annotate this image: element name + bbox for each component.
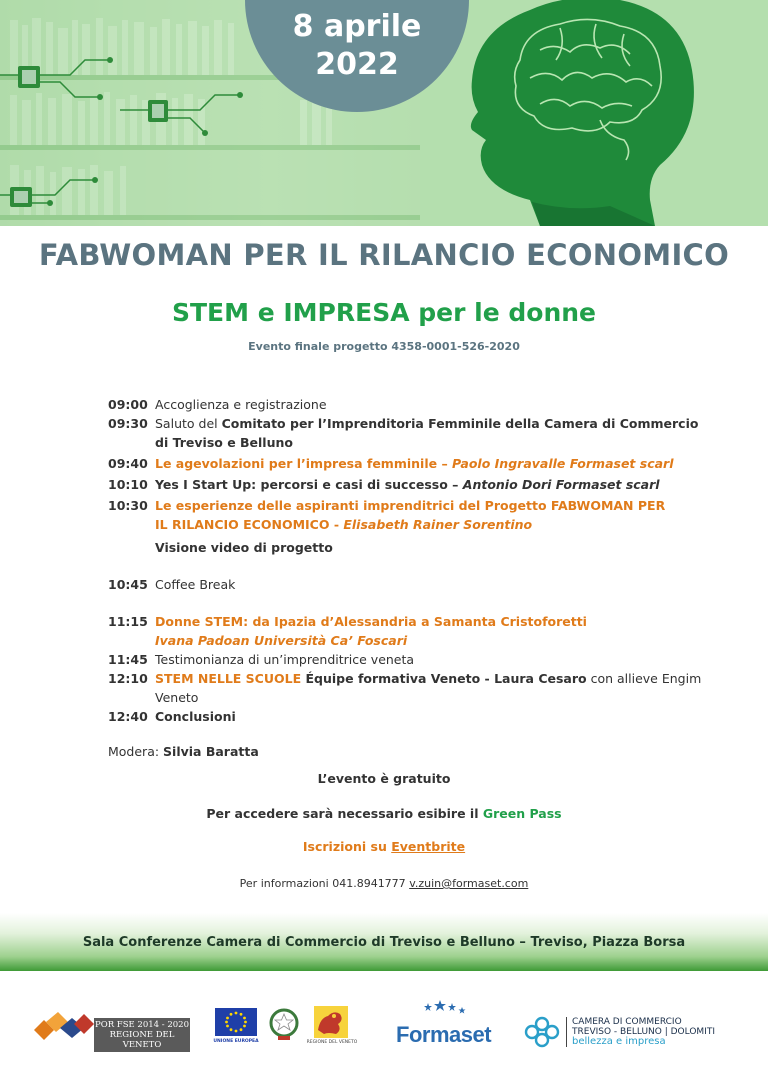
agenda-time: 10:30 [108,498,148,513]
agenda-text: Testimonianza di un’imprenditrice veneta [155,652,415,667]
agenda-text-bold: di Treviso e Belluno [155,435,293,450]
agenda-item [108,454,728,473]
moderator-name: Silvia Baratta [163,744,259,759]
agenda-time: 12:40 [108,709,148,724]
formaset-wordmark: Formaset [396,1022,492,1047]
agenda-text-bold: Comitato per l’Imprenditoria Femminile della Camera di Commercio [221,416,699,431]
agenda-item [108,575,728,594]
agenda-text [155,454,728,473]
header-banner [0,0,768,226]
agenda-time: 11:45 [108,652,148,667]
agenda-text-highlight: STEM NELLE SCUOLE [155,671,306,686]
eventbrite-link[interactable]: Eventbrite [391,839,466,854]
italian-republic-emblem-icon [268,1006,300,1044]
signup-text: Iscrizioni su [302,839,392,854]
agenda-item [108,475,728,494]
agenda-text [155,669,728,707]
agenda-item [108,395,728,414]
moderator-line [108,742,728,761]
agenda-time: 11:15 [108,614,148,629]
head-brain-illustration [420,0,768,226]
agenda-speaker: Elisabeth Rainer Sorentino [343,517,533,532]
agenda-speaker: Paolo Ingravalle Formaset scarl [452,456,674,471]
venue-text: Sala Conferenze Camera di Commercio di Treviso e Belluno – Treviso, Piazza Borsa [82,934,686,950]
eu-label: UNIONE EUROPEA [213,1039,259,1044]
cciaa-line3: bellezza e impresa [572,1036,666,1047]
contact-info [0,877,768,890]
formaset-logo [396,998,492,1048]
por-fse-line2: REGIONE DEL VENETO [109,1030,175,1050]
agenda-text [155,612,728,650]
event-date [245,8,469,84]
green-pass-notice [0,806,768,821]
sponsor-logos [0,996,768,1066]
por-fse-line1: POR FSE 2014 - 2020 [95,1020,189,1030]
contact-email-link[interactable]: v.zuin@formaset.com [409,877,529,890]
eu-flag-icon [215,1008,257,1036]
agenda-item [108,496,728,557]
agenda-speaker: Antonio Dori Formaset scarl [462,477,660,492]
free-event-notice: L’evento è gratuito [317,771,451,786]
agenda-text: Conclusioni [155,709,236,724]
project-code: Evento finale progetto 4358-0001-526-2020 [248,340,520,353]
agenda-text [155,414,728,452]
cciaa-line2: TREVISO - BELLUNO | DOLOMITI [572,1027,715,1037]
agenda-text-highlight: Le agevolazioni per l’impresa femminile – [155,456,453,471]
agenda-text [155,496,728,557]
veneto-label: REGIONE DEL VENETO [306,1040,358,1045]
agenda-text: Accoglienza e registrazione [155,397,327,412]
page-title: FABWOMAN PER IL RILANCIO ECONOMICO [38,238,730,272]
agenda-time: 12:10 [108,671,148,686]
agenda-item [108,707,728,726]
veneto-lion-icon [314,1006,348,1038]
formaset-stars-icon [396,998,484,1018]
agenda-text: Coffee Break [155,577,236,592]
agenda-time: 09:30 [108,416,148,431]
agenda-time: 09:00 [108,397,148,412]
agenda-text-plain: con allieve Engim Veneto [155,671,702,705]
agenda-time: 10:10 [108,477,148,492]
cciaa-text [566,1017,766,1047]
agenda-item [108,414,728,452]
cciaa-flower-icon [524,1016,560,1048]
agenda-text-highlight: Le esperienze delle aspiranti imprenditrici del Progetto FABWOMAN PER [155,498,666,513]
event-date-day: 8 aprile [292,9,422,44]
page-subtitle: STEM e IMPRESA per le donne [172,298,596,327]
event-date-year: 2022 [315,47,399,82]
moderator-label: Modera: [108,744,164,759]
agenda-speaker: Ivana Padoan Università Ca’ Foscari [155,633,408,648]
venue-bar [0,913,768,971]
green-pass-text: Per accedere sarà necessario esibire il [206,806,483,821]
agenda-item [108,650,728,669]
agenda-time: 09:40 [108,456,148,471]
signup-notice [0,839,768,854]
cciaa-line1: CAMERA DI COMMERCIO [572,1017,682,1027]
agenda-text [155,475,728,494]
por-fse-icon [34,1010,94,1042]
agenda-text-bold: Équipe formativa Veneto - Laura Cesaro [305,671,587,686]
contact-phone: Per informazioni 041.8941777 [239,877,410,890]
agenda-text-bold: Visione video di progetto [155,540,333,555]
agenda-item [108,612,728,650]
agenda-text-plain: Saluto del [155,416,222,431]
agenda-text-highlight: Donne STEM: da Ipazia d’Alessandria a Samanta Cristoforetti [155,614,587,629]
por-fse-label [94,1018,190,1052]
agenda-list [108,395,728,761]
agenda-item [108,669,728,707]
agenda-text-bold: Yes I Start Up: percorsi e casi di successo – [155,477,463,492]
agenda-text-highlight: IL RILANCIO ECONOMICO - [155,517,344,532]
agenda-time: 10:45 [108,577,148,592]
green-pass-label: Green Pass [482,806,562,821]
